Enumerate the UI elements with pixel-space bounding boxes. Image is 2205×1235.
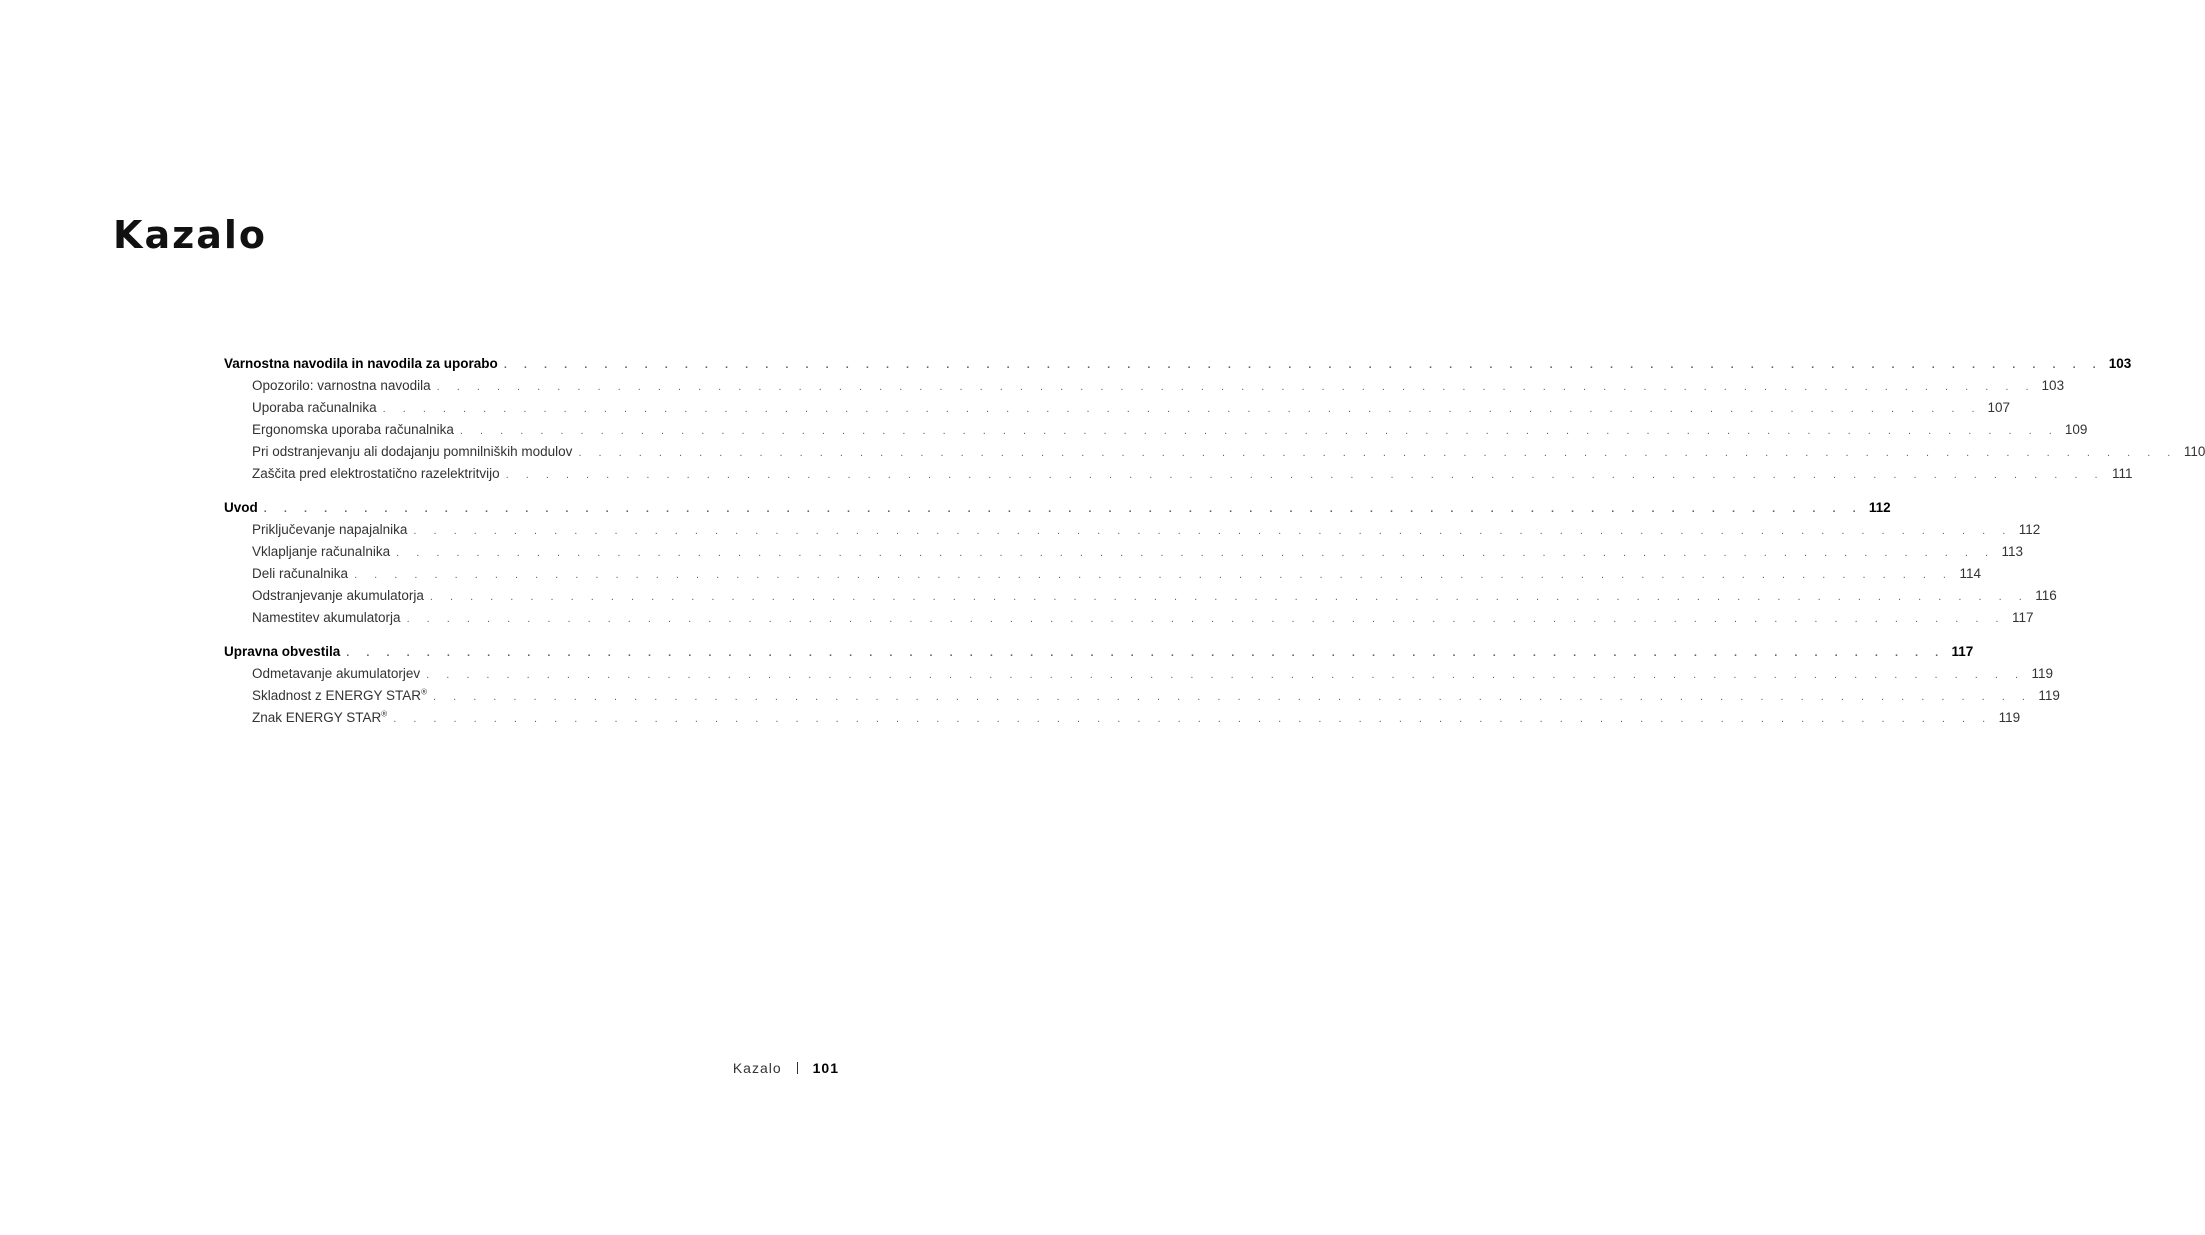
dot-leader: . . . . . . . . . . . . . . . . . . . . . . . . . . . . . . . . . . . . . . . . . . . . . . . . . . . . . . . . . . . . . . . . . . . . . . . . . . . . . . . .	[436, 381, 2036, 393]
registered-mark: ®	[381, 709, 388, 719]
dot-leader: . . . . . . . . . . . . . . . . . . . . . . . . . . . . . . . . . . . . . . . . . . . . . . . . . . . . . . . . . . . . . . . . . . . . . . . . . . . . . . . .	[393, 713, 1993, 725]
toc-item-label: Odstranjevanje akumulatorja	[252, 588, 424, 603]
dot-leader: . . . . . . . . . . . . . . . . . . . . . . . . . . . . . . . . . . . . . . . . . . . . . . . . . . . . . . . . . . . . . . . . . . . . . . . . . . . . . . . .	[263, 503, 1863, 515]
dot-leader: . . . . . . . . . . . . . . . . . . . . . . . . . . . . . . . . . . . . . . . . . . . . . . . . . . . . . . . . . . . . . . . . . . . . . . . . . . . . . . . .	[396, 547, 1996, 559]
dot-leader: . . . . . . . . . . . . . . . . . . . . . . . . . . . . . . . . . . . . . . . . . . . . . . . . . . . . . . . . . . . . . . . . . . . . . . . . . . . . . . . .	[406, 613, 2006, 625]
toc-heading-page: 112	[1868, 500, 1891, 515]
toc-item-label: Deli računalnika	[252, 566, 349, 581]
toc-heading-page: 103	[2108, 356, 2132, 371]
toc-heading-label: Upravna obvestila	[224, 644, 341, 659]
toc-item-page: 119	[2038, 688, 2060, 703]
table-of-contents	[224, 353, 2205, 741]
toc-item-label: Pri odstranjevanju ali dodajanju pomnilniških modulov	[252, 444, 573, 459]
toc-item-page: 119	[2031, 666, 2054, 681]
toc-section	[224, 353, 2205, 485]
dot-leader: . . . . . . . . . . . . . . . . . . . . . . . . . . . . . . . . . . . . . . . . . . . . . . . . . . . . . . . . . . . . . . . . . . . . . . . . . . . . . . . .	[578, 447, 2178, 459]
toc-item-page: 114	[1959, 566, 1981, 581]
footer-divider	[797, 1062, 798, 1074]
toc-item-label: Uporaba računalnika	[252, 400, 377, 415]
toc-item[interactable]	[224, 663, 2054, 685]
dot-leader: . . . . . . . . . . . . . . . . . . . . . . . . . . . . . . . . . . . . . . . . . . . . . . . . . . . . . . . . . . . . . . . . . . . . . . . . . . . . . . . .	[459, 425, 2059, 437]
dot-leader: . . . . . . . . . . . . . . . . . . . . . . . . . . . . . . . . . . . . . . . . . . . . . . . . . . . . . . . . . . . . . . . . . . . . . . . . . . . . . . . .	[382, 403, 1982, 415]
toc-item[interactable]	[224, 563, 1981, 585]
toc-item[interactable]	[224, 419, 2088, 441]
toc-item-page: 117	[2011, 610, 2034, 625]
dot-leader: . . . . . . . . . . . . . . . . . . . . . . . . . . . . . . . . . . . . . . . . . . . . . . . . . . . . . . . . . . . . . . . . . . . . . . . . . . . . . . . .	[429, 591, 2029, 603]
toc-item-label: Odmetavanje akumulatorjev	[252, 666, 421, 681]
toc-item[interactable]	[224, 541, 2024, 563]
dot-leader: . . . . . . . . . . . . . . . . . . . . . . . . . . . . . . . . . . . . . . . . . . . . . . . . . . . . . . . . . . . . . . . . . . . . . . . . . . . . . . . .	[503, 359, 2103, 371]
toc-item[interactable]	[224, 463, 2133, 485]
registered-mark: ®	[421, 687, 427, 697]
toc-item[interactable]	[224, 397, 2011, 419]
toc-item-label: Znak ENERGY STAR®	[252, 709, 388, 725]
dot-leader: . . . . . . . . . . . . . . . . . . . . . . . . . . . . . . . . . . . . . . . . . . . . . . . . . . . . . . . . . . . . . . . . . . . . . . . . . . . . . . . .	[413, 525, 2013, 537]
toc-item-page: 119	[1998, 710, 2021, 725]
toc-heading[interactable]	[224, 497, 1891, 519]
toc-item-page: 109	[2064, 422, 2088, 437]
toc-heading-page: 117	[1951, 644, 1974, 659]
toc-item-label: Zaščita pred elektrostatično razelektritvijo	[252, 466, 500, 481]
toc-heading[interactable]	[224, 353, 2132, 375]
toc-item[interactable]	[224, 441, 2205, 463]
toc-item[interactable]	[224, 685, 2060, 707]
toc-item-label: Skladnost z ENERGY STAR®	[252, 687, 427, 703]
dot-leader: . . . . . . . . . . . . . . . . . . . . . . . . . . . . . . . . . . . . . . . . . . . . . . . . . . . . . . . . . . . . . . . . . . . . . . . . . . . . . . . .	[346, 647, 1946, 659]
toc-section	[224, 641, 2060, 729]
page-title: Kazalo	[113, 213, 267, 257]
toc-item[interactable]	[224, 707, 2021, 729]
toc-section	[224, 497, 2057, 629]
dot-leader: . . . . . . . . . . . . . . . . . . . . . . . . . . . . . . . . . . . . . . . . . . . . . . . . . . . . . . . . . . . . . . . . . . . . . . . . . . . . . . . .	[354, 569, 1953, 581]
toc-item[interactable]	[224, 585, 2057, 607]
toc-item-page: 103	[2041, 378, 2065, 393]
toc-heading[interactable]	[224, 641, 1974, 663]
toc-item-label: Vklapljanje računalnika	[252, 544, 391, 559]
footer-title: Kazalo	[732, 1060, 782, 1076]
toc-heading-label: Uvod	[224, 500, 258, 515]
toc-item-page: 116	[2035, 588, 2057, 603]
toc-item-label: Opozorilo: varnostna navodila	[252, 378, 431, 393]
page-footer	[733, 1060, 839, 1076]
toc-item[interactable]	[224, 375, 2065, 397]
toc-item-label: Priključevanje napajalnika	[252, 522, 408, 537]
toc-item-label: Ergonomska uporaba računalnika	[252, 422, 454, 437]
toc-item[interactable]	[224, 607, 2034, 629]
toc-heading-label: Varnostna navodila in navodila za uporabo	[224, 356, 498, 371]
toc-item-page: 111	[2112, 466, 2133, 481]
toc-item[interactable]	[224, 519, 2041, 541]
toc-item-page: 112	[2018, 522, 2041, 537]
toc-item-page: 107	[1987, 400, 2011, 415]
dot-leader: . . . . . . . . . . . . . . . . . . . . . . . . . . . . . . . . . . . . . . . . . . . . . . . . . . . . . . . . . . . . . . . . . . . . . . . . . . . . . . . .	[432, 691, 2032, 703]
dot-leader: . . . . . . . . . . . . . . . . . . . . . . . . . . . . . . . . . . . . . . . . . . . . . . . . . . . . . . . . . . . . . . . . . . . . . . . . . . . . . . . .	[505, 469, 2105, 481]
toc-item-page: 110	[2183, 444, 2205, 459]
toc-item-label: Namestitev akumulatorja	[252, 610, 401, 625]
footer-page-number: 101	[812, 1060, 839, 1076]
toc-item-page: 113	[2001, 544, 2024, 559]
dot-leader: . . . . . . . . . . . . . . . . . . . . . . . . . . . . . . . . . . . . . . . . . . . . . . . . . . . . . . . . . . . . . . . . . . . . . . . . . . . . . . . .	[426, 669, 2026, 681]
